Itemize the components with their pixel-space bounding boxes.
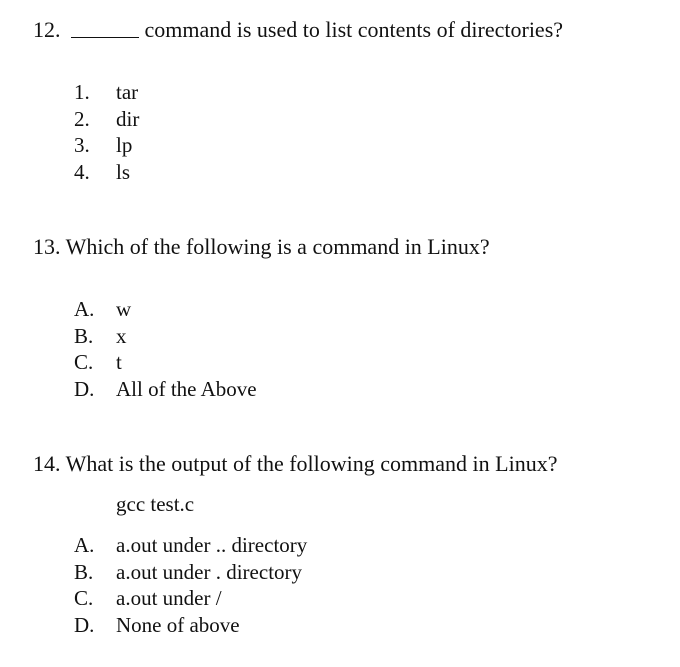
option-item [74,376,257,403]
answer-blank [71,19,139,38]
option-text: None of above [116,612,240,637]
option-marker: 4. [74,159,90,184]
option-text: a.out under .. directory [116,533,308,557]
option-item [74,159,139,186]
option-text: All of the Above [116,376,257,401]
command-snippet: gcc test.c [116,492,195,516]
option-marker: 1. [74,80,90,104]
question-13 [33,234,490,260]
options-list-14 [74,532,307,638]
option-text: t [116,350,122,374]
option-item [74,559,307,586]
option-item [74,349,257,376]
question-number: 13. [33,234,61,259]
option-marker: A. [74,533,95,557]
option-marker: D. [74,376,95,401]
question-text: command is used to list contents of directories? [144,17,564,42]
option-text: tar [116,80,139,104]
option-text: dir [116,106,140,131]
option-item [74,132,139,159]
option-item [74,296,257,323]
option-text: lp [116,133,133,157]
question-number: 12. [33,17,61,42]
option-item [74,532,307,559]
question-14 [33,451,557,477]
question-12 [33,17,563,43]
options-list-12 [74,79,139,185]
option-marker: C. [74,586,94,610]
option-marker: 2. [74,106,90,131]
option-item [74,585,307,612]
option-text: w [116,297,132,321]
option-item [74,79,139,106]
option-text: x [116,323,127,348]
option-text: a.out under . directory [116,559,303,584]
option-marker: C. [74,350,94,374]
option-marker: B. [74,323,94,348]
option-marker: A. [74,297,95,321]
option-marker: 3. [74,133,90,157]
option-item [74,612,307,639]
option-item [74,106,139,133]
option-marker: B. [74,559,94,584]
question-text: What is the output of the following command in Linux? [65,451,558,476]
option-item [74,323,257,350]
options-list-13 [74,296,257,402]
option-text: a.out under / [116,586,222,610]
option-marker: D. [74,612,95,637]
question-number: 14. [33,451,61,476]
option-text: ls [116,159,131,184]
question-text: Which of the following is a command in Linux? [65,234,490,259]
